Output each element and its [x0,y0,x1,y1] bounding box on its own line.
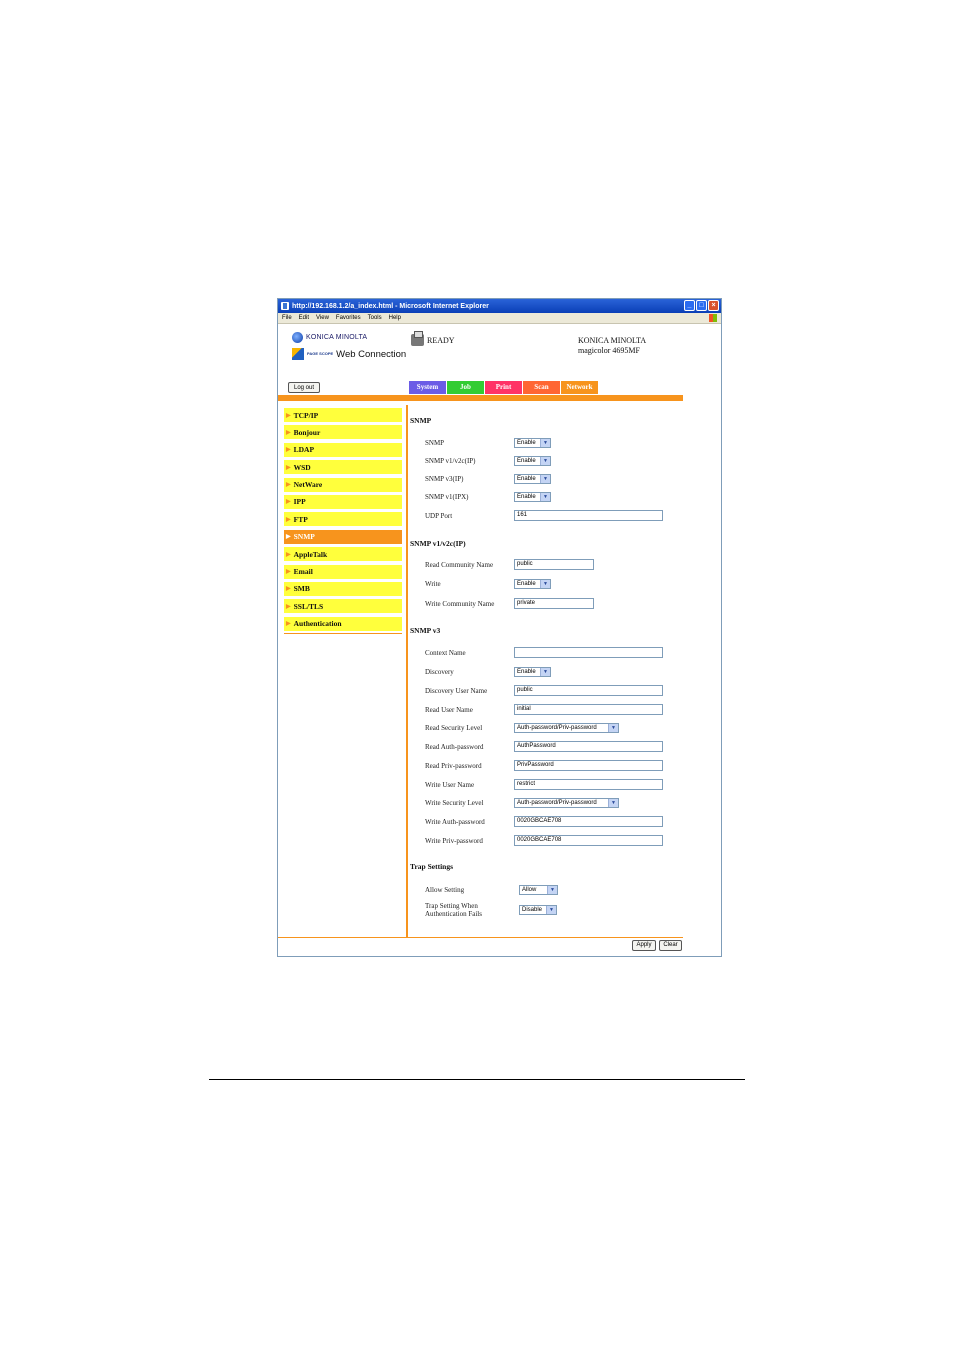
sidebar-divider [284,633,402,634]
menu-favorites[interactable]: Favorites [335,315,361,321]
page-footer-rule [209,1079,745,1080]
snmp-select[interactable]: Enable ▼ [514,438,551,448]
snmp-v1-ipx-select[interactable]: Enable ▼ [514,492,551,502]
label-discovery-user: Discovery User Name [425,686,488,695]
arrow-right-icon: ▶ [286,482,291,489]
chevron-down-icon: ▼ [608,724,618,732]
read-user-input[interactable]: initial [514,704,663,715]
label-write-security: Write Security Level [425,799,484,807]
label-write: Write [425,580,441,588]
sidebar-item-ssltls[interactable]: ▶ SSL/TLS [284,599,402,613]
printer-status [411,334,455,346]
arrow-right-icon: ▶ [286,551,291,558]
label-auth-fail-line2: Authentication Fails [425,910,482,918]
sidebar-item-email[interactable]: ▶ Email [284,565,402,579]
row-read-auth [425,741,663,752]
sidebar-item-ipp[interactable]: ▶ IPP [284,495,402,509]
read-priv-input[interactable]: PrivPassword [514,760,663,771]
label-context-name: Context Name [425,648,466,657]
arrow-right-icon: ▶ [286,586,291,593]
apply-button[interactable]: Apply [632,940,656,951]
section-title-trap: Trap Settings [410,862,453,871]
section-title-v1v2c: SNMP v1/v2c(IP) [410,539,466,548]
row-read-security [425,723,619,733]
page-content [278,324,721,956]
label-write-community: Write Community Name [425,599,495,608]
sidebar-item-tcpip[interactable]: ▶ TCP/IP [284,408,402,422]
row-read-priv [425,760,663,771]
chevron-down-icon: ▼ [540,457,550,465]
label-udp-port: UDP Port [425,511,453,520]
read-community-input[interactable]: public [514,559,594,570]
arrow-right-icon: ▶ [286,447,291,454]
label-write-auth: Write Auth-password [425,817,485,826]
write-community-input[interactable]: private [514,598,594,609]
arrow-right-icon: ▶ [286,534,291,541]
auth-fail-select[interactable]: Disable ▼ [519,905,557,915]
sidebar-item-bonjour[interactable]: ▶ Bonjour [284,425,402,439]
pagescope-text: PAGE SCOPE [307,351,334,356]
arrow-right-icon: ▶ [286,429,291,436]
label-read-priv: Read Priv-password [425,761,482,770]
row-write-user [425,779,663,790]
label-read-user: Read User Name [425,705,473,714]
label-write-user: Write User Name [425,780,475,789]
label-snmp: SNMP [425,439,445,447]
sidebar-item-ldap[interactable]: ▶ LDAP [284,443,402,457]
row-snmp-v3 [425,474,551,484]
arrow-right-icon: ▶ [286,412,291,419]
label-allow-setting: Allow Setting [425,886,465,894]
close-icon[interactable]: × [708,300,719,311]
model-info [578,336,646,356]
chevron-down-icon: ▼ [608,799,618,807]
row-auth-fail [425,902,557,918]
sidebar-item-smb[interactable]: ▶ SMB [284,582,402,596]
chevron-down-icon: ▼ [540,475,550,483]
write-security-select[interactable]: Auth-password/Priv-password ▼ [514,798,619,808]
title-bar [278,299,721,313]
footer-divider [278,937,683,938]
arrow-right-icon: ▶ [286,464,291,471]
maximize-icon[interactable]: □ [696,300,707,311]
menu-view[interactable]: View [316,315,329,321]
konica-minolta-logo [292,332,367,343]
model-brand: KONICA MINOLTA [578,336,647,345]
globe-icon [292,332,303,343]
write-auth-input[interactable]: 0020GBCAE708 [514,816,663,827]
arrow-right-icon: ▶ [286,516,291,523]
row-discovery [425,667,551,677]
menu-file[interactable]: File [282,315,292,321]
allow-setting-select[interactable]: Allow ▼ [519,885,558,895]
brand-text: KONICA MINOLTA [306,334,368,341]
label-snmp-v1-ipx: SNMP v1(IPX) [425,493,469,501]
discovery-select[interactable]: Enable ▼ [514,667,551,677]
tab-system[interactable]: System [409,381,446,394]
label-write-priv: Write Priv-password [425,836,483,845]
chevron-down-icon: ▼ [540,493,550,501]
window-controls [684,300,719,311]
row-write [425,579,551,589]
snmp-v1v2c-select[interactable]: Enable ▼ [514,456,551,466]
logout-button[interactable]: Log out [288,382,320,393]
row-context-name [425,647,663,658]
label-read-community: Read Community Name [425,560,494,569]
ie-icon [281,302,289,310]
menu-help[interactable]: Help [388,315,401,321]
arrow-right-icon: ▶ [286,569,291,576]
status-text: READY [427,335,455,345]
row-udp-port [425,510,663,521]
row-read-user [425,704,663,715]
discovery-user-input[interactable]: public [514,685,663,696]
header-divider [278,395,683,401]
sidebar-item-authentication[interactable]: ▶ Authentication [284,617,402,631]
chevron-down-icon: ▼ [547,886,557,894]
label-snmp-v3: SNMP v3(IP) [425,475,464,483]
row-snmp [425,438,551,448]
write-select[interactable]: Enable ▼ [514,579,551,589]
row-write-security [425,798,619,808]
arrow-right-icon: ▶ [286,603,291,610]
tab-network[interactable]: Network [561,381,598,394]
pagescope-icon [292,348,304,360]
label-auth-fail [425,902,519,918]
section-title-snmp: SNMP [410,416,432,425]
label-snmp-v1v2c: SNMP v1/v2c(IP) [425,457,476,465]
context-name-input[interactable] [514,647,663,658]
minimize-icon[interactable]: _ [684,300,695,311]
label-read-security: Read Security Level [425,724,483,732]
row-write-auth [425,816,663,827]
sidebar-item-snmp[interactable]: ▶ SNMP [284,530,402,544]
arrow-right-icon: ▶ [286,499,291,506]
tab-job[interactable]: Job [447,381,484,394]
row-snmp-v1-ipx [425,492,551,502]
sidebar-item-netware[interactable]: ▶ NetWare [284,478,402,492]
printer-icon [411,334,424,346]
snmp-v3-select[interactable]: Enable ▼ [514,474,551,484]
windows-logo-icon [709,314,717,322]
read-auth-input[interactable]: AuthPassword [514,741,663,752]
sidebar-item-ftp[interactable]: ▶ FTP [284,512,402,526]
chevron-down-icon: ▼ [540,580,550,588]
web-connection-text: Web Connection [336,348,407,360]
row-read-community [425,559,594,570]
tab-scan[interactable]: Scan [523,381,560,394]
pagescope-logo [292,348,406,360]
udp-port-input[interactable]: 161 [514,510,663,521]
row-allow-setting [425,885,558,895]
sidebar [284,408,402,634]
row-snmp-v1v2c [425,456,551,466]
model-name: magicolor 4695MF [578,346,640,355]
browser-window [277,298,722,957]
chevron-down-icon: ▼ [540,668,550,676]
chevron-down-icon: ▼ [540,439,550,447]
tab-print[interactable]: Print [485,381,522,394]
window-title: http://192.168.1.2/a_index.html - Microsoft Internet Explorer [292,302,489,310]
label-read-auth: Read Auth-password [425,742,484,751]
row-write-community [425,598,594,609]
menu-tools[interactable]: Tools [367,315,382,321]
content-divider [406,405,408,937]
read-security-select[interactable]: Auth-password/Priv-password ▼ [514,723,619,733]
menu-bar [278,313,721,324]
write-priv-input[interactable]: 0020GBCAE708 [514,835,663,846]
clear-button[interactable]: Clear [659,940,682,951]
label-auth-fail-line1: Trap Setting When [425,902,478,910]
arrow-right-icon: ▶ [286,621,291,628]
main-tabs [409,381,598,394]
write-user-input[interactable]: restrict [514,779,663,790]
chevron-down-icon: ▼ [546,906,556,914]
sidebar-item-wsd[interactable]: ▶ WSD [284,460,402,474]
sidebar-item-appletalk[interactable]: ▶ AppleTalk [284,547,402,561]
label-discovery: Discovery [425,668,454,676]
row-discovery-user [425,685,663,696]
menu-edit[interactable]: Edit [298,315,310,321]
section-title-v3: SNMP v3 [410,626,441,635]
row-write-priv [425,835,663,846]
